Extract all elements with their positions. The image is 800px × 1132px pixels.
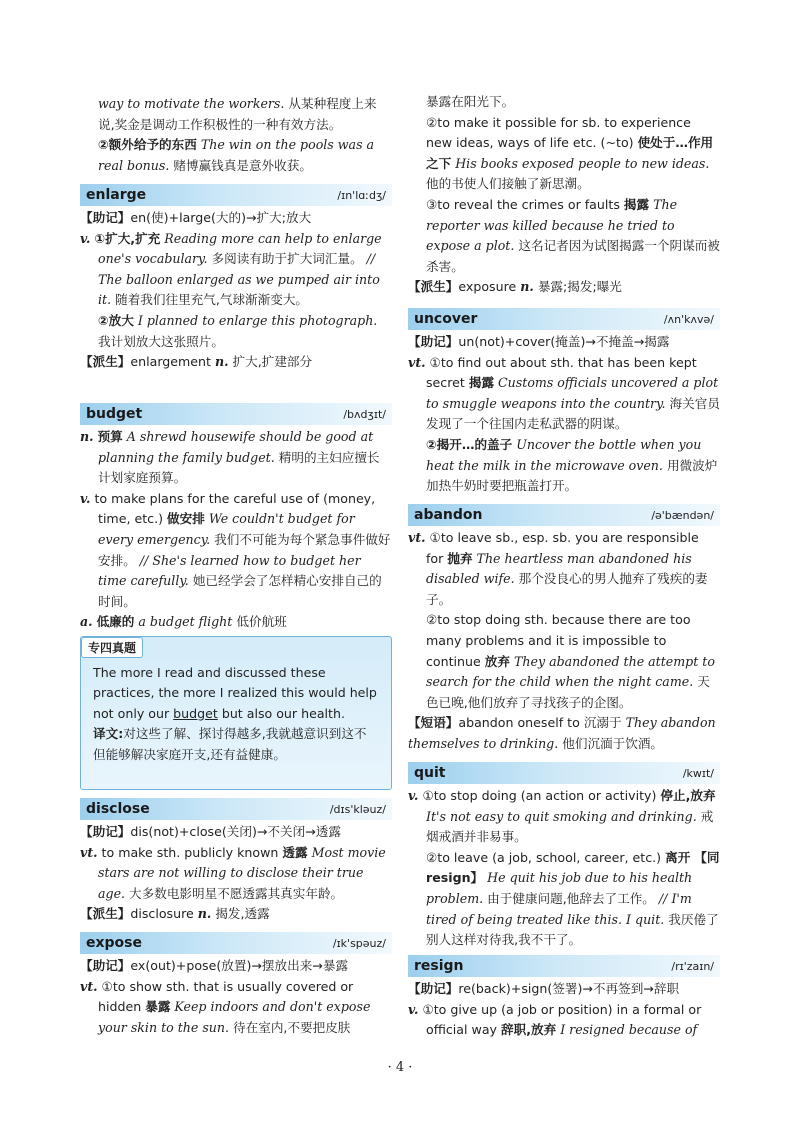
part-of-speech: v.: [80, 230, 91, 246]
example-sentence: We couldn't budget for every emergency.: [98, 511, 355, 547]
sense-chinese: 预算: [97, 429, 123, 444]
memory-aid: en(使)+large(大的)→扩大;放大: [130, 210, 312, 225]
example-sentence: The heartless man abandoned his disabled wife.: [426, 550, 692, 587]
sense-chinese: ②放大: [98, 312, 134, 328]
expose-continued: [408, 92, 720, 298]
sense-chinese: 暴露: [145, 999, 171, 1015]
entry-body-uncover: [408, 332, 720, 497]
separator: //: [139, 552, 149, 568]
definition: ②to leave (a job, school, career, etc.): [426, 849, 662, 865]
example-sentence: I resigned because of: [560, 1022, 698, 1038]
example-sentence: Customs officials uncovered a plot to smuggle weapons into the country.: [426, 375, 719, 411]
translation: 待在室内,不要把皮肤: [233, 1019, 351, 1035]
phrase-meaning: 沉溺于: [583, 715, 622, 731]
example-sentence: They abandoned the attempt to search for the child when the night came.: [426, 653, 715, 690]
example-sentence: His books exposed people to new ideas.: [455, 155, 710, 171]
derivative-tag: 【派生】: [408, 279, 459, 295]
part-of-speech: vt.: [408, 530, 426, 545]
entry-header-enlarge: [80, 184, 392, 206]
translation: 我计划放大这张照片。: [98, 333, 224, 349]
translation: 用微波炉加热牛奶时要把瓶盖打开。: [426, 457, 718, 494]
separator: //: [658, 890, 668, 906]
sense-chinese: 抛弃: [447, 550, 473, 566]
translation: 由于健康问题,他辞去了工作。: [487, 890, 655, 906]
sense-chinese: 做安排: [167, 511, 205, 527]
example-sentence: way to motivate the workers.: [98, 96, 285, 111]
definition: ①to give up (a job or position) in a formal or official way: [422, 1001, 702, 1038]
example-sentence: Keep indoors and don't expose your skin to the sun.: [98, 999, 371, 1035]
separator: //: [366, 251, 376, 267]
definition: ①to stop doing (an action or activity): [422, 788, 657, 803]
translation: 天色已晚,他们放弃了寻找孩子的企图。: [426, 674, 710, 710]
entry-body-abandon: [408, 528, 720, 755]
part-of-speech: vt.: [80, 978, 98, 994]
translation: 我们不可能为每个紧急事件做好安排。: [98, 531, 391, 568]
definition: to make sth. publicly known: [101, 844, 279, 860]
example-sentence: The win on the pools was a real bonus.: [98, 137, 375, 173]
synonym-tag: 【同 resign】: [426, 849, 720, 886]
translation: 戒烟戒酒并非易事。: [426, 808, 714, 845]
headword: uncover: [414, 311, 478, 327]
phonetic: /ɪk'spəuz/: [332, 936, 386, 950]
phrase-tag: 【短语】: [408, 715, 459, 731]
sense-chinese: 揭露: [468, 375, 495, 391]
entry-body-disclose: [80, 822, 392, 925]
example-sentence: A shrewd housewife should be good at planning the family budget.: [98, 429, 374, 465]
translation: 这名记者因为试图揭露一个阴谋而被杀害。: [426, 238, 720, 274]
example-sentence: a budget flight: [138, 614, 233, 630]
translation-tag: 译文:: [93, 726, 124, 742]
example-sentence: It's not easy to quit smoking and drinking.: [426, 808, 697, 824]
entry-header-resign: [408, 955, 720, 977]
entry-header-budget: [80, 403, 392, 425]
part-of-speech: v.: [408, 788, 419, 803]
translation: 多阅读有助于扩大词汇量。: [211, 251, 363, 267]
entry-header-abandon: [408, 504, 720, 526]
exam-label: 专四真题: [81, 637, 143, 658]
part-of-speech: v.: [408, 1001, 419, 1017]
definition: ②to make it possible for sb. to experience new ideas, ways of life etc. (~to): [426, 114, 691, 151]
derivative-word: exposure: [458, 279, 517, 295]
definition: ①to leave sb., esp. sb. you are responsible for: [426, 530, 699, 566]
sense-chinese: 低廉的: [96, 614, 135, 630]
sense-chinese: 放弃: [484, 653, 510, 669]
entry-body-resign: [408, 979, 720, 1041]
example-sentence: She's learned how to budget her time carefully.: [98, 552, 361, 589]
translation: 低价航班: [236, 614, 287, 630]
example-sentence: The balloon enlarged as we pumped air into it.: [98, 271, 380, 308]
translation: 海关官员发现了一个往国内走私武器的阴谋。: [426, 395, 720, 432]
entry-header-quit: [408, 762, 720, 784]
headword: enlarge: [86, 187, 147, 203]
definition: to make plans for the careful use of (money, time, etc.): [94, 490, 376, 527]
phonetic: /kwɪt/: [682, 766, 714, 780]
definition: ②to stop doing sth. because there are too many problems and it is impossible to continue: [426, 612, 691, 669]
example-sentence: I planned to enlarge this photograph.: [137, 312, 378, 328]
phonetic: /bʌdʒɪt/: [343, 407, 386, 421]
translation: 她已经学会了怎样精心安排自己的时间。: [98, 573, 382, 609]
sense-chinese: 离开: [665, 849, 691, 865]
phonetic: /ʌn'kʌvə/: [663, 312, 714, 326]
memory-aid: dis(not)+close(关闭)→不关闭→透露: [130, 824, 341, 839]
headword: quit: [414, 765, 446, 781]
translation: 精明的主妇应擅长计划家庭预算。: [98, 449, 380, 486]
definition: ①to show sth. that is usually covered or hidden: [98, 978, 354, 1015]
translation: 大多数电影明星不愿透露其真实年龄。: [129, 885, 344, 901]
headword: budget: [86, 406, 143, 422]
memory-tag: 【助记】: [80, 958, 131, 973]
example-sentence: The reporter was killed because he tried to expose a plot.: [426, 196, 678, 254]
derivative-word: disclosure: [130, 906, 194, 922]
part-of-speech: n.: [197, 906, 212, 922]
page-number: · 4 ·: [387, 1060, 413, 1075]
derivative-tag: 【派生】: [80, 354, 131, 370]
part-of-speech: vt.: [80, 844, 98, 860]
example-sentence: They abandon themselves to drinking.: [408, 715, 716, 751]
memory-tag: 【助记】: [80, 210, 131, 225]
part-of-speech: n.: [214, 354, 229, 370]
phonetic: /ɪn'lɑːdʒ/: [337, 188, 386, 202]
translation: 他们沉湎于饮酒。: [562, 735, 664, 751]
memory-aid: ex(out)+pose(放置)→摆放出来→暴露: [130, 958, 349, 973]
sense-chinese: 停止,放弃: [660, 788, 716, 803]
derivative-word: enlargement: [130, 354, 211, 370]
headword: expose: [86, 935, 142, 951]
translation: 那个没良心的男人抛弃了残疾的妻子。: [426, 571, 708, 607]
example-sentence: I'm tired of being treated like this. I quit.: [426, 890, 692, 927]
entry-body-budget: [80, 427, 392, 633]
sense-chinese: 透露: [282, 844, 308, 860]
sense-chinese: ①扩大,扩充: [94, 230, 161, 246]
derivative-meaning: 扩大,扩建部分: [232, 354, 313, 370]
memory-tag: 【助记】: [408, 981, 459, 996]
exam-question-box: [80, 636, 392, 790]
example-sentence: Most movie stars are not willing to disclose their true age.: [98, 844, 386, 901]
entry-header-expose: [80, 932, 392, 954]
example-sentence: Reading more can help to enlarge one's vocabulary.: [98, 230, 382, 267]
derivative-tag: 【派生】: [80, 906, 131, 922]
headword: resign: [414, 958, 464, 974]
entry-body-expose: [80, 956, 392, 1038]
memory-aid: re(back)+sign(签署)→不再签到→辞职: [458, 981, 680, 996]
headword: abandon: [414, 507, 483, 523]
part-of-speech: n.: [520, 279, 534, 295]
expose-continuation: [80, 94, 392, 176]
memory-tag: 【助记】: [80, 824, 131, 839]
example-sentence: Uncover the bottle when you heat the milk in the microwave oven.: [426, 436, 702, 473]
phonetic: /dɪs'kləuz/: [329, 802, 386, 816]
translation: 随着我们往里充气,气球渐渐变大。: [115, 292, 309, 308]
translation: 他的书使人们接触了新思潮。: [426, 176, 590, 192]
memory-aid: un(not)+cover(掩盖)→不掩盖→揭露: [458, 334, 670, 349]
sense-chinese: 使处于…作用之下: [426, 135, 714, 171]
sense-chinese: 辞职,放弃: [501, 1022, 557, 1038]
exam-passage: The more I read and discussed these practices, the more I realized this would help not only our budget but also our health.: [93, 665, 377, 721]
headword: disclose: [86, 801, 150, 817]
phrase: abandon oneself to: [458, 715, 580, 731]
derivative-meaning: 揭发,透露: [215, 906, 270, 922]
entry-body-enlarge: [80, 208, 392, 373]
underlined-word: budget: [173, 705, 218, 721]
phonetic: /rɪ'zaɪn/: [671, 959, 714, 973]
translation: 从某种程度上来说,奖金是调动工作积极性的一种有效方法。: [98, 96, 377, 132]
part-of-speech: a.: [80, 614, 93, 630]
part-of-speech: v.: [80, 490, 91, 506]
exam-translation: 译文:对这些了解、探讨得越多,我就越意识到这不但能够解决家庭开支,还有益健康。: [93, 726, 367, 762]
translation: 暴露在阳光下。: [426, 94, 515, 109]
translation: 我厌倦了别人这样对待我,我不干了。: [426, 911, 719, 948]
part-of-speech: n.: [80, 429, 94, 444]
derivative-meaning: 暴露;揭发;曝光: [537, 279, 622, 295]
memory-tag: 【助记】: [408, 334, 459, 349]
entry-body-quit: [408, 786, 720, 951]
phonetic: /ə'bændən/: [651, 508, 714, 522]
part-of-speech: vt.: [408, 354, 426, 370]
example-sentence: He quit his job due to his health problem.: [426, 870, 693, 906]
sense-chinese: ②额外给予的东西: [98, 137, 197, 153]
sense-chinese: ②揭开…的盖子: [426, 436, 513, 452]
definition: ③to reveal the crimes or faults: [426, 196, 620, 212]
definition: ①to find out about sth. that has been kept secret: [426, 354, 697, 391]
sense-chinese: 揭露: [623, 196, 650, 212]
translation: 赌博赢钱真是意外收获。: [173, 157, 312, 173]
entry-header-disclose: [80, 798, 392, 820]
entry-header-uncover: [408, 308, 720, 330]
